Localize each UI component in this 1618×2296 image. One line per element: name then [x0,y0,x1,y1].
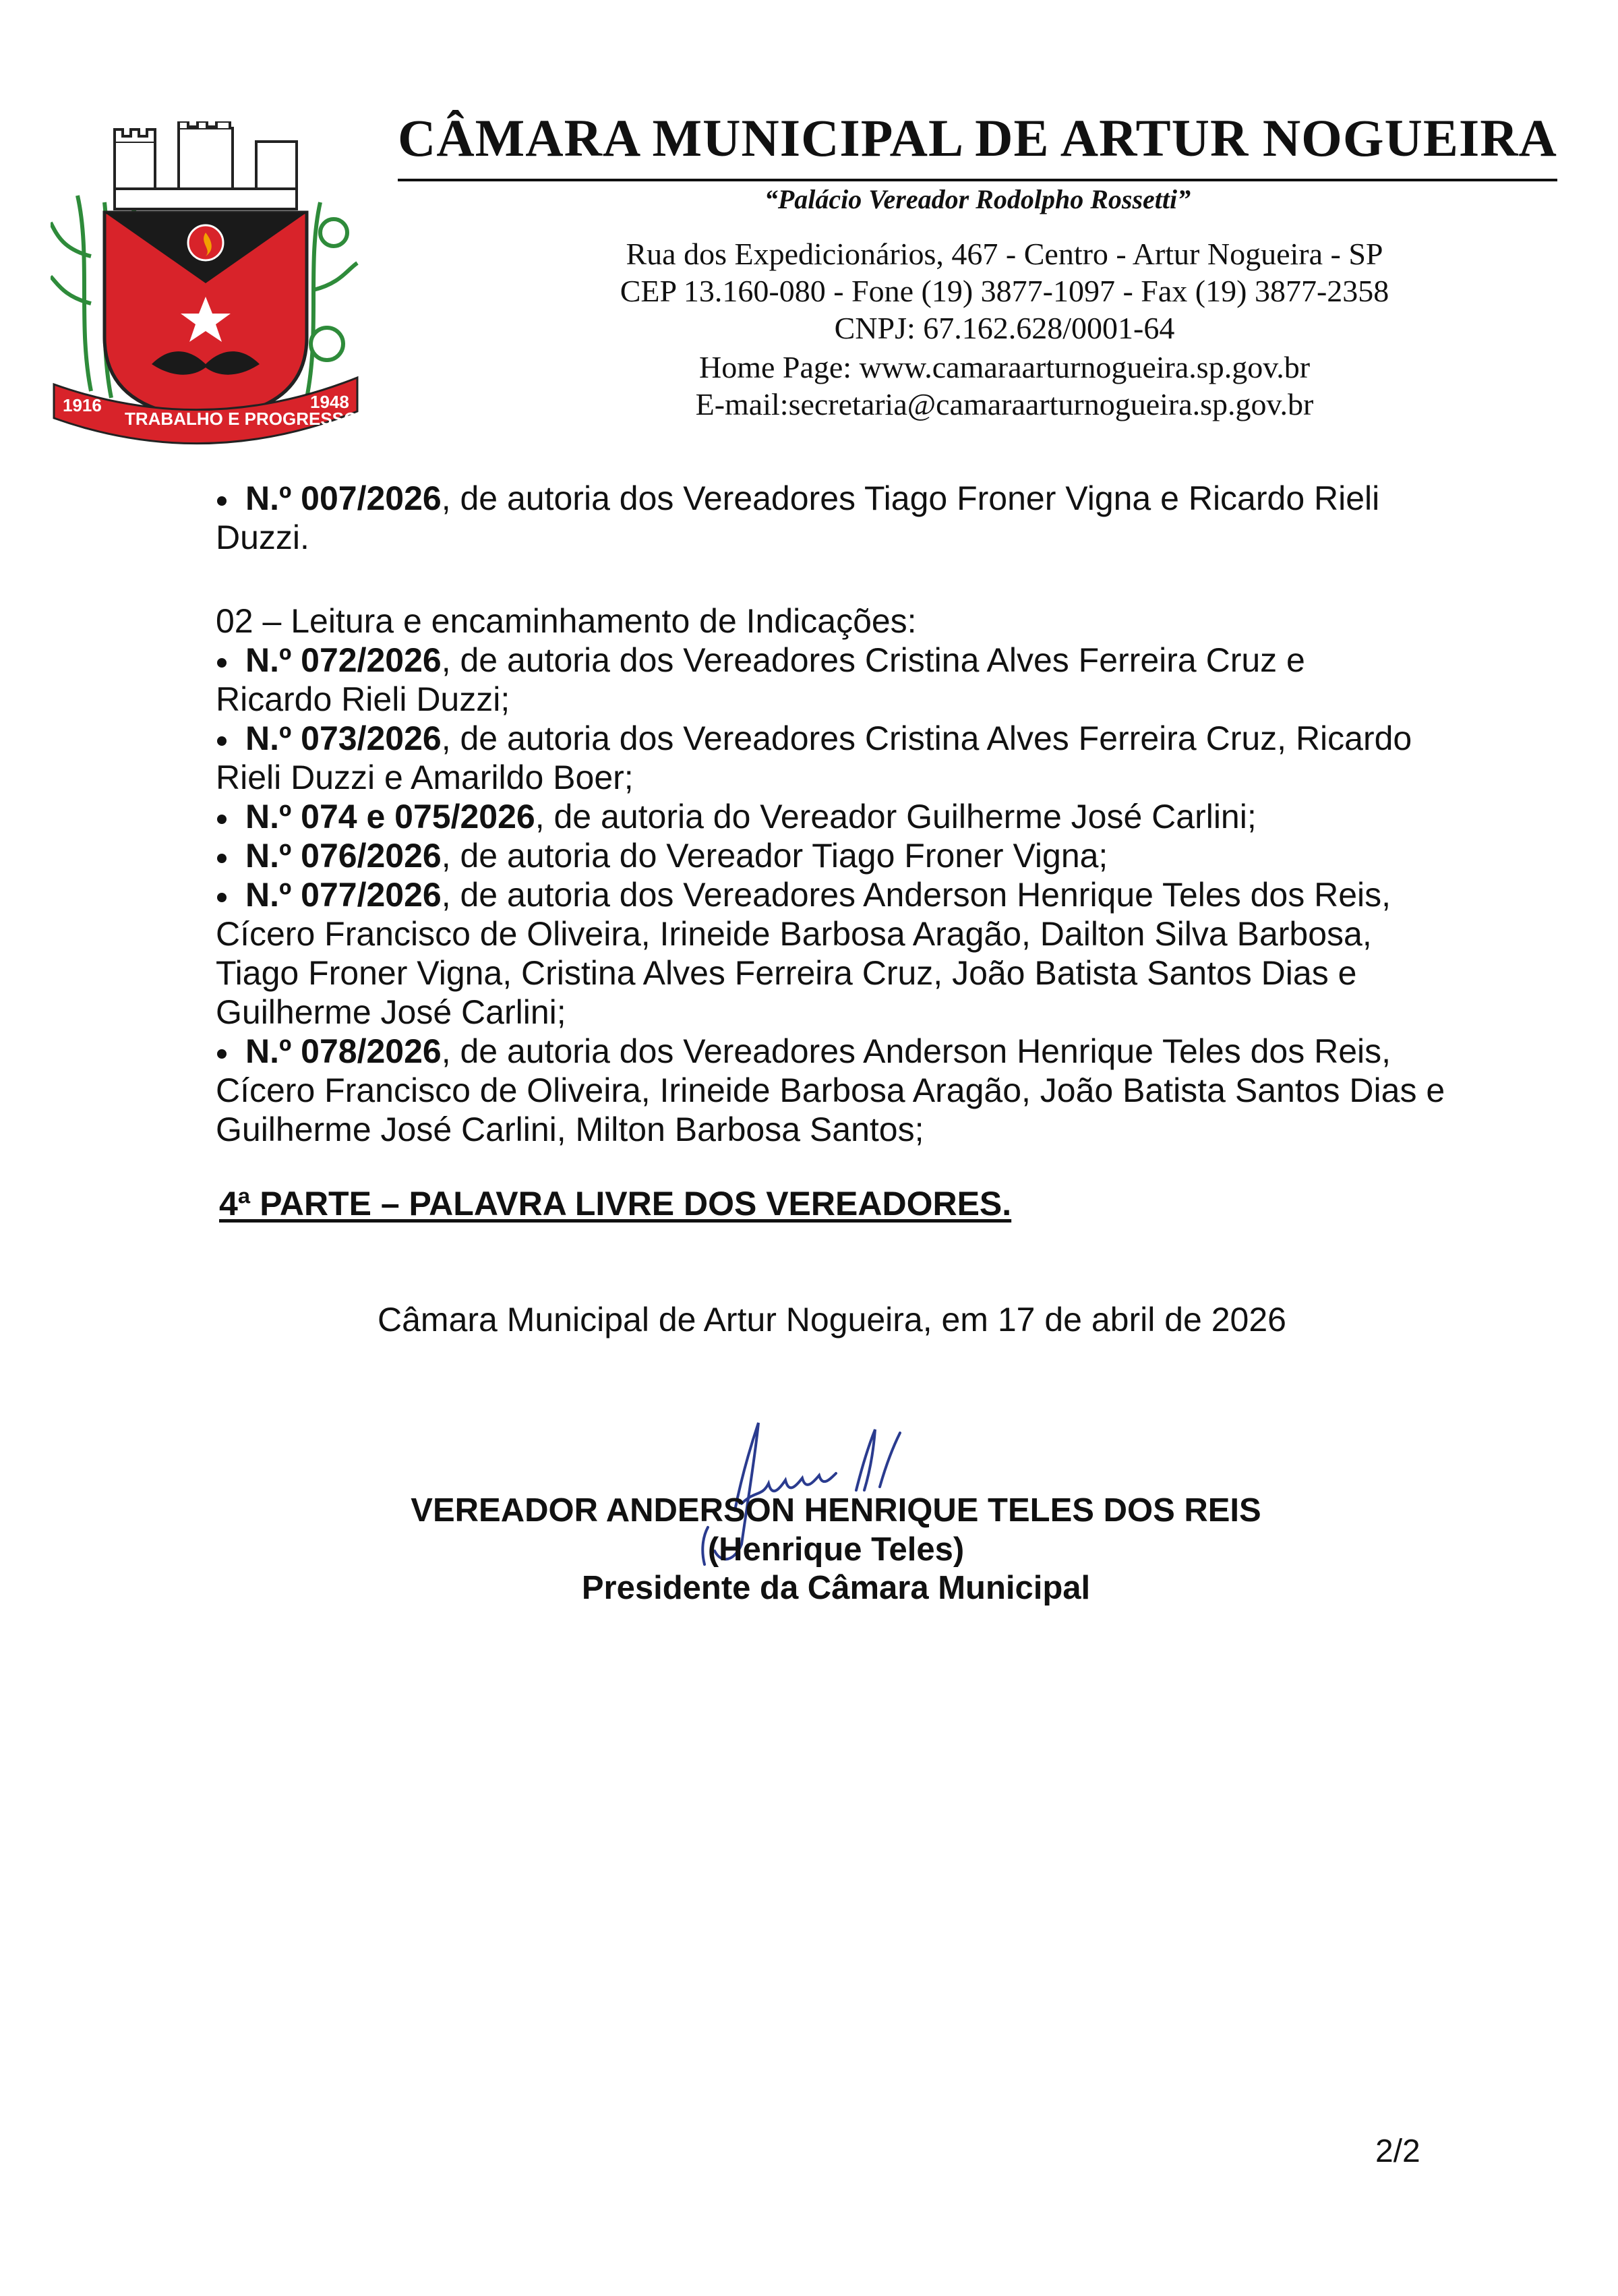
item-number: N.º 073/2026 [245,719,442,757]
section-heading: 4ª PARTE – PALAVRA LIVRE DOS VEREADORES. [219,1185,1012,1223]
item-number: N.º 007/2026 [245,479,442,517]
item-number: N.º 072/2026 [245,641,442,679]
org-name: CÂMARA MUNICIPAL DE ARTUR NOGUEIRA [398,109,1557,167]
item-number: N.º 074 e 075/2026 [245,798,535,835]
item-continuation: Cícero Francisco de Oliveira, Irineide Barbosa Aragão, Dailton Silva Barbosa, [216,915,1372,953]
list-item [216,641,1449,719]
item-number: N.º 077/2026 [245,876,442,914]
signatory-nickname: (Henrique Teles) [707,1531,965,1568]
signatory-name: VEREADOR ANDERSON HENRIQUE TELES DOS REIS [411,1492,1261,1529]
item-continuation: Cícero Francisco de Oliveira, Irineide Barbosa Aragão, João Batista Santos Dias e [216,1071,1445,1109]
item-continuation: Tiago Froner Vigna, Cristina Alves Ferreira Cruz, João Batista Santos Dias e [216,954,1357,992]
item-text: , de autoria dos Vereadores Tiago Froner Vigna e Ricardo Rieli [441,479,1380,517]
cotton-plant-icon [307,202,357,398]
phone-line: CEP 13.160-080 - Fone (19) 3877-1097 - Fax (19) 3877-2358 [620,274,1389,308]
header-rule [398,179,1557,181]
item-continuation: Ricardo Rieli Duzzi; [216,680,510,718]
bullet-icon [217,1049,227,1059]
bullet-icon [217,854,227,863]
item-continuation: Guilherme José Carlini; [216,993,566,1031]
item-number: N.º 078/2026 [245,1032,442,1070]
list-item [216,797,1449,836]
item-text: , de autoria do Vereador Tiago Froner Vigna; [441,837,1108,875]
item-text: , de autoria dos Vereadores Cristina Alves Ferreira Cruz, Ricardo [441,719,1412,757]
item-continuation: Duzzi. [216,519,309,556]
list-item [216,1032,1449,1149]
bullet-icon [217,736,227,746]
homepage-line: Home Page: www.camaraarturnogueira.sp.gov.br [698,350,1311,384]
item-text: , de autoria do Vereador Guilherme José Carlini; [535,798,1257,835]
list-item [216,479,1449,557]
section-title: 02 – Leitura e encaminhamento de Indicações: [216,602,917,640]
shield-icon [104,212,307,418]
coat-year-right: 1948 [310,392,349,412]
coat-of-arms-logo [51,121,361,452]
item-text: , de autoria dos Vereadores Anderson Henrique Teles dos Reis, [441,1032,1391,1070]
item-text: , de autoria dos Vereadores Anderson Henrique Teles dos Reis, [441,876,1391,914]
castle-crown-icon [115,121,297,209]
place-date: Câmara Municipal de Artur Nogueira, em 17 de abril de 2026 [378,1301,1286,1338]
list-item [216,719,1449,797]
cnpj-line: CNPJ: 67.162.628/0001-64 [834,311,1175,345]
list-item [216,836,1449,875]
item-number: N.º 076/2026 [245,837,442,875]
email-line: E-mail:secretaria@camaraarturnogueira.sp.gov.br [695,387,1314,421]
palace-subtitle: “Palácio Vereador Rodolpho Rossetti” [764,184,1191,214]
signatory-role: Presidente da Câmara Municipal [581,1570,1091,1606]
item-text: , de autoria dos Vereadores Cristina Alves Ferreira Cruz e [441,641,1305,679]
bullet-icon [217,496,227,506]
list-item [216,875,1449,1032]
coat-year-left: 1916 [63,395,102,415]
address-line: Rua dos Expedicionários, 467 - Centro - Artur Nogueira - SP [626,237,1383,271]
item-continuation: Rieli Duzzi e Amarildo Boer; [216,759,634,796]
bullet-icon [217,658,227,668]
coat-motto: TRABALHO E PROGRESSO [125,409,358,429]
item-continuation: Guilherme José Carlini, Milton Barbosa Santos; [216,1111,924,1148]
page-number: 2/2 [1375,2133,1420,2169]
bullet-icon [217,815,227,824]
bullet-icon [217,893,227,902]
